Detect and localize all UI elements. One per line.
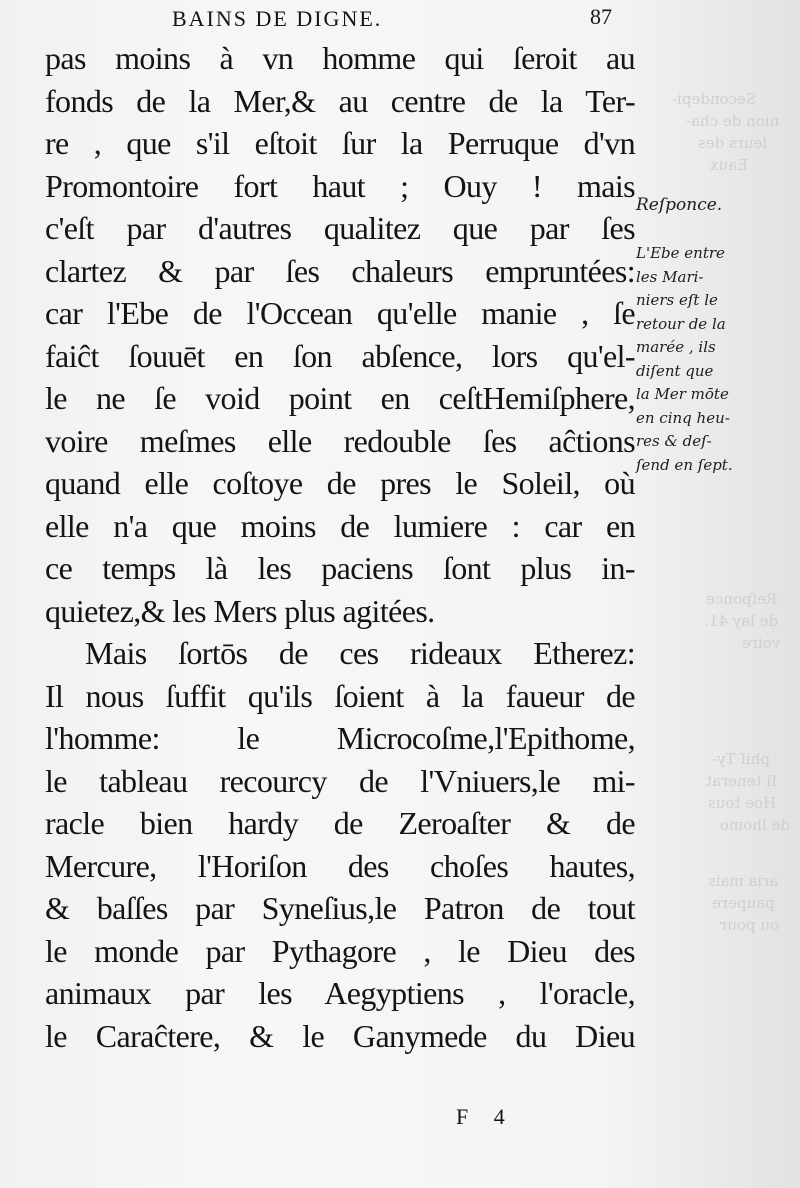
bleed-line: de lay 41. [704,612,779,630]
margin-note-line: retour de la [636,314,726,333]
text-line: re , que s'il eſtoit ſur la Perruque d'vn [45,125,635,161]
margin-note-title: Reſponce. [636,195,723,215]
signature-mark: F 4 [456,1104,515,1129]
bleed-line: paupere [712,894,775,912]
bleed-line: Reſponce [706,590,778,608]
text-line: le monde par Pythagore , le Dieu des [45,932,635,969]
bleed-line: ou pour [720,916,779,934]
text-line: fonds de la Mer,& au centre de la Ter- [45,82,635,119]
bleed-line: phiſ Ty- [712,750,770,768]
bleed-line: Hoe tous [708,794,777,812]
page-number: 87 [590,4,612,29]
text-line: Mercure, l'Horiſon des choſes hautes, [45,847,635,884]
margin-note-line: marée , ils [636,338,716,356]
text-line: elle n'a que moins de lumiere : car en [45,507,635,544]
margin-note-line: diſent que [636,361,714,380]
text-line: le Caraĉtere, & le Ganymede du Dieu [45,1017,635,1054]
margin-note-line: en cinq heu- [636,408,730,427]
bleed-line: Eaux [710,156,749,174]
margin-note-line: L'Ebe entre [636,244,725,262]
bleed-line: nion de cha- [686,112,780,130]
text-line: le tableau recourcy de l'Vniuers,le mi- [45,762,635,799]
text-line: Il nous ſuffit qu'ils ſoient à la faueur de [45,677,635,714]
margin-notes [636,190,796,477]
margin-note-line: la Mer mōte [636,385,729,403]
bleed-line: Secondepi- [672,90,757,108]
text-line: le ne ſe void point en ceſtHemiſphere, [45,380,635,416]
bleed-line: aria mais [708,872,779,890]
text-line: car l'Ebe de l'Occean qu'elle manie , ſe [45,295,635,331]
text-line: l'homme: le Microcoſme,l'Epithome, [45,720,635,756]
margin-note-line: niers eſt le [636,291,718,309]
bleed-line: ſi tenerat [706,772,777,790]
text-line: faiĉt ſouuēt en ſon abſence, lors qu'el- [45,337,635,374]
bleed-line: de lhomo [720,816,790,834]
text-line: ce temps là les paciens ſont plus in- [45,550,635,586]
running-head: BAINS DE DIGNE. [172,6,383,31]
bleed-line: leurs des [698,134,768,152]
text-line: c'eſt par d'autres qualitez que par ſes [45,210,635,246]
text-line: voire meſmes elle redouble ſes aĉtions [45,422,635,459]
text-line: Mais ſortōs de ces rideaux Etherez: [85,635,635,671]
text-line: quand elle coſtoye de pres le Soleil, où [45,465,635,501]
text-line: pas moins à vn homme qui ſeroit au [45,40,635,76]
margin-note-block [636,242,796,477]
margin-note-line: les Mari- [636,267,704,286]
text-line: racle bien hardy de Zeroaſter & de [45,805,635,841]
bleed-line: voire [742,634,781,652]
text-line: Promontoire fort haut ; Ouy ! mais [45,167,635,204]
main-text-block [45,37,635,1057]
margin-note-line: res & deſ- [636,432,712,450]
text-line: animaux par les Aegyptiens , l'oracle, [45,975,635,1011]
margin-note-line: ſend en ſept. [636,455,733,474]
text-line: clartez & par ſes chaleurs empruntées: [45,252,635,289]
text-line: quietez,& les Mers plus agitées. [45,592,435,629]
text-line: & baſſes par Syneſius,le Patron de tout [45,890,635,926]
